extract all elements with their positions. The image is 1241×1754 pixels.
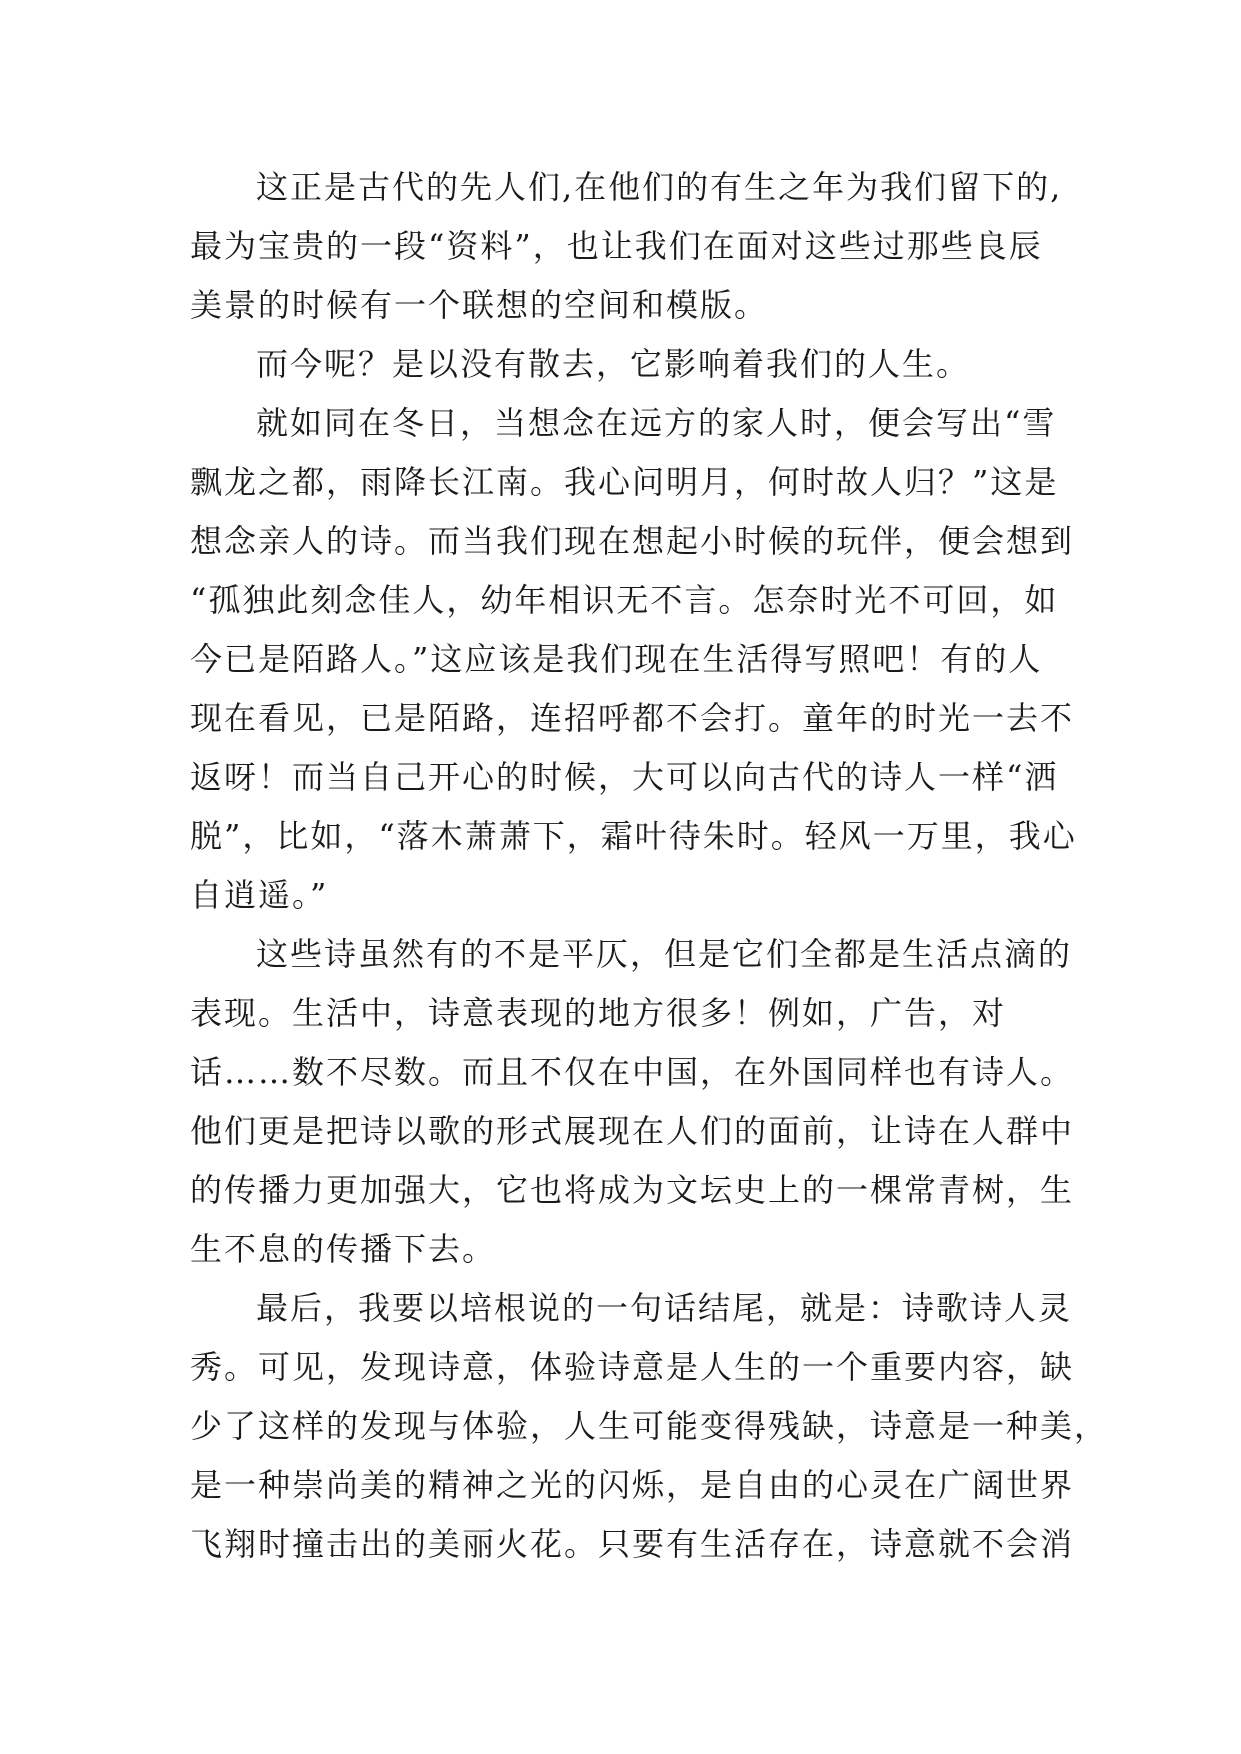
paragraph-line: 是一种崇尚美的精神之光的闪烁，是自由的心灵在广阔世界 xyxy=(190,1466,1075,1504)
paragraph-line: 飘龙之都，雨降长江南。我心问明月，何时故人归？”这是 xyxy=(190,463,1059,501)
paragraph-4 xyxy=(190,925,1075,1279)
paragraph-line: 返呀！而当自己开心的时候，大可以向古代的诗人一样“洒 xyxy=(190,758,1059,796)
paragraph-line: 少了这样的发现与体验，人生可能变得残缺，诗意是一种美， xyxy=(190,1407,1109,1445)
paragraph-line: 话……数不尽数。而且不仅在中国，在外国同样也有诗人。 xyxy=(190,1053,1075,1091)
paragraph-1 xyxy=(190,158,1070,335)
paragraph-5 xyxy=(190,1279,1109,1574)
paragraph-line: 脱”，比如，“落木萧萧下，霜叶待朱时。轻风一万里，我心 xyxy=(190,817,1077,855)
paragraph-line: 这些诗虽然有的不是平仄，但是它们全都是生活点滴的 xyxy=(256,935,1073,973)
paragraph-line: 而今呢？是以没有散去，它影响着我们的人生。 xyxy=(256,345,971,383)
paragraph-line: 就如同在冬日，当想念在远方的家人时，便会写出“雪 xyxy=(256,404,1057,442)
paragraph-line: 他们更是把诗以歌的形式展现在人们的面前，让诗在人群中 xyxy=(190,1112,1075,1150)
paragraph-line: 的传播力更加强大，它也将成为文坛史上的一棵常青树，生 xyxy=(190,1171,1075,1209)
paragraph-line: 最为宝贵的一段“资料”，也让我们在面对这些过那些良辰 xyxy=(190,227,1043,265)
paragraph-line: 最后，我要以培根说的一句话结尾，就是：诗歌诗人灵 xyxy=(256,1289,1073,1327)
paragraph-line: 今已是陌路人。”这应该是我们现在生活得写照吧！有的人 xyxy=(190,640,1043,678)
paragraph-line: 表现。生活中，诗意表现的地方很多！例如，广告，对 xyxy=(190,994,1007,1032)
paragraph-line: 生不息的传播下去。 xyxy=(190,1230,497,1268)
paragraph-line: 飞翔时撞击出的美丽火花。只要有生活存在，诗意就不会消 xyxy=(190,1525,1075,1563)
paragraph-line: 自逍遥。” xyxy=(190,876,329,914)
paragraph-line: 美景的时候有一个联想的空间和模版。 xyxy=(190,286,769,324)
paragraph-3 xyxy=(190,394,1077,925)
paragraph-line: 秀。可见，发现诗意，体验诗意是人生的一个重要内容，缺 xyxy=(190,1348,1075,1386)
paragraph-line: 这正是古代的先人们,在他们的有生之年为我们留下的, xyxy=(256,168,1063,206)
document-body xyxy=(190,158,1109,1574)
paragraph-2 xyxy=(190,335,1070,394)
paragraph-line: “孤独此刻念佳人，幼年相识无不言。怎奈时光不可回，如 xyxy=(190,581,1059,619)
paragraph-line: 现在看见，已是陌路，连招呼都不会打。童年的时光一去不 xyxy=(190,699,1075,737)
paragraph-line: 想念亲人的诗。而当我们现在想起小时候的玩伴，便会想到 xyxy=(190,522,1075,560)
